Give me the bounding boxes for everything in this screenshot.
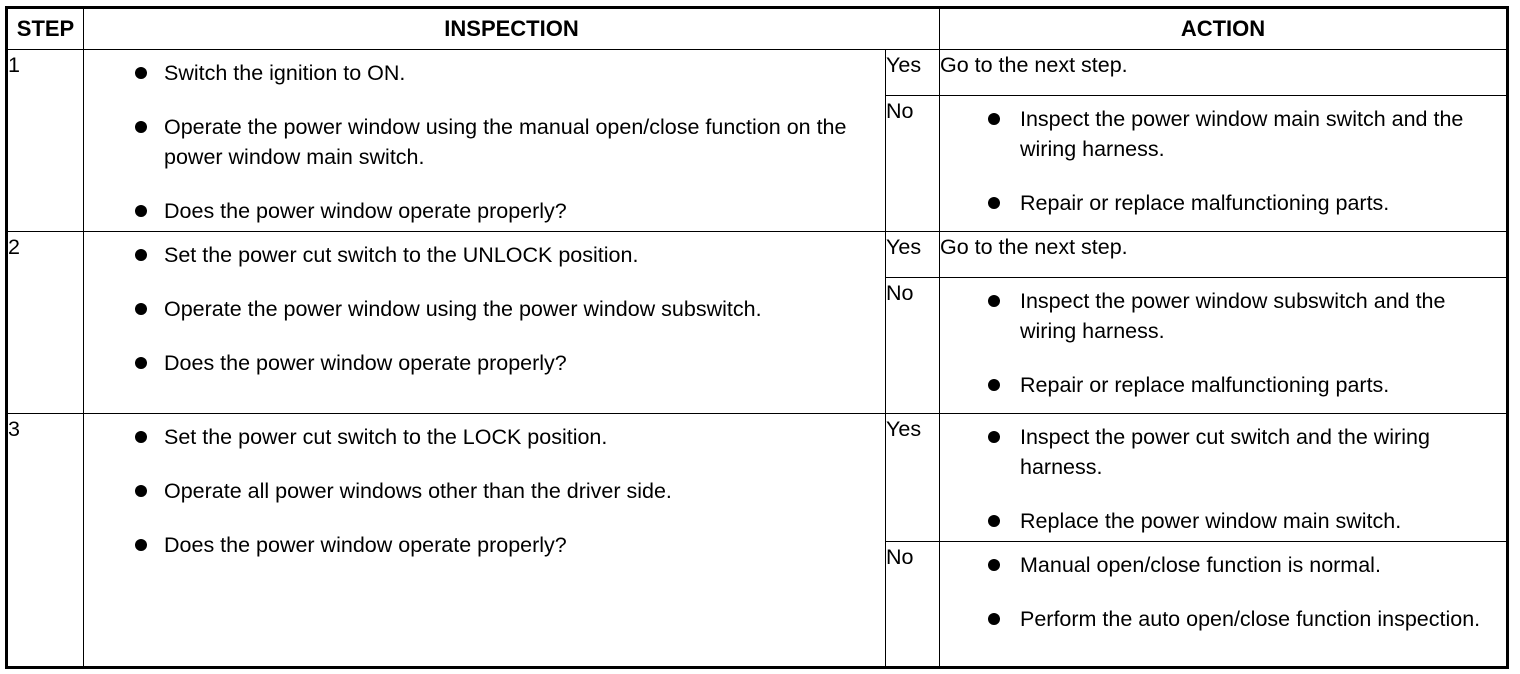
yes-label: Yes bbox=[886, 414, 940, 542]
action-text: Inspect the power window subswitch and the wiring harness. bbox=[1020, 289, 1446, 343]
inspection-text: Does the power window operate properly? bbox=[164, 533, 567, 557]
action-list bbox=[940, 96, 1506, 218]
action-list bbox=[940, 278, 1506, 400]
list-item bbox=[84, 112, 885, 172]
inspection-text: Operate the power window using the manual open/close function on the power window main switch. bbox=[164, 115, 847, 169]
header-step: STEP bbox=[7, 8, 84, 50]
diagnostic-procedure-sheet bbox=[5, 6, 1506, 667]
bullet-icon bbox=[988, 515, 1000, 527]
yes-label: Yes bbox=[886, 232, 940, 278]
action-text: Perform the auto open/close function inspection. bbox=[1020, 607, 1481, 631]
list-item bbox=[940, 550, 1506, 580]
bullet-icon bbox=[988, 295, 1000, 307]
bullet-icon bbox=[988, 113, 1000, 125]
action-list bbox=[940, 542, 1506, 634]
bullet-icon bbox=[135, 121, 147, 133]
bullet-icon bbox=[988, 559, 1000, 571]
bullet-icon bbox=[988, 613, 1000, 625]
inspection-list bbox=[84, 232, 885, 378]
list-item bbox=[84, 348, 885, 378]
bullet-icon bbox=[135, 67, 147, 79]
no-label: No bbox=[886, 278, 940, 414]
action-text: Replace the power window main switch. bbox=[1020, 509, 1402, 533]
inspection-cell bbox=[84, 232, 886, 414]
action-text: Inspect the power window main switch and the wiring harness. bbox=[1020, 107, 1464, 161]
action-text: Inspect the power cut switch and the wiring harness. bbox=[1020, 425, 1430, 479]
inspection-text: Set the power cut switch to the UNLOCK position. bbox=[164, 243, 639, 267]
table-row bbox=[7, 50, 1508, 96]
list-item bbox=[84, 476, 885, 506]
inspection-text: Switch the ignition to ON. bbox=[164, 61, 406, 85]
inspection-text: Set the power cut switch to the LOCK position. bbox=[164, 425, 608, 449]
bullet-icon bbox=[135, 205, 147, 217]
yes-action: Go to the next step. bbox=[940, 232, 1508, 278]
bullet-icon bbox=[135, 357, 147, 369]
no-action-cell bbox=[940, 542, 1508, 668]
list-item bbox=[940, 604, 1506, 634]
step-number: 1 bbox=[7, 50, 84, 232]
step-number: 3 bbox=[7, 414, 84, 668]
no-action-cell bbox=[940, 96, 1508, 232]
action-text: Repair or replace malfunctioning parts. bbox=[1020, 191, 1390, 215]
step-number: 2 bbox=[7, 232, 84, 414]
bullet-icon bbox=[135, 249, 147, 261]
inspection-text: Operate the power window using the power window subswitch. bbox=[164, 297, 762, 321]
no-label: No bbox=[886, 96, 940, 232]
inspection-list bbox=[84, 50, 885, 226]
bullet-icon bbox=[135, 485, 147, 497]
inspection-cell bbox=[84, 414, 886, 668]
yes-action-cell bbox=[940, 414, 1508, 542]
list-item bbox=[940, 370, 1506, 400]
inspection-text: Operate all power windows other than the driver side. bbox=[164, 479, 672, 503]
list-item bbox=[84, 294, 885, 324]
bullet-icon bbox=[135, 539, 147, 551]
list-item bbox=[84, 58, 885, 88]
action-text: Repair or replace malfunctioning parts. bbox=[1020, 373, 1390, 397]
yes-action: Go to the next step. bbox=[940, 50, 1508, 96]
list-item bbox=[940, 506, 1506, 536]
list-item bbox=[84, 240, 885, 270]
yes-label: Yes bbox=[886, 50, 940, 96]
bullet-icon bbox=[988, 379, 1000, 391]
bullet-icon bbox=[988, 431, 1000, 443]
list-item bbox=[940, 104, 1506, 164]
inspection-text: Does the power window operate properly? bbox=[164, 199, 567, 223]
list-item bbox=[940, 286, 1506, 346]
inspection-text: Does the power window operate properly? bbox=[164, 351, 567, 375]
list-item bbox=[84, 422, 885, 452]
list-item bbox=[84, 530, 885, 560]
inspection-list bbox=[84, 414, 885, 560]
list-item bbox=[84, 196, 885, 226]
inspection-cell bbox=[84, 50, 886, 232]
table-row bbox=[7, 232, 1508, 278]
bullet-icon bbox=[135, 431, 147, 443]
header-inspection: INSPECTION bbox=[84, 8, 940, 50]
header-row bbox=[7, 8, 1508, 50]
no-action-cell bbox=[940, 278, 1508, 414]
action-text: Manual open/close function is normal. bbox=[1020, 553, 1381, 577]
diagnostic-table bbox=[5, 6, 1509, 669]
list-item bbox=[940, 188, 1506, 218]
no-label: No bbox=[886, 542, 940, 668]
bullet-icon bbox=[135, 303, 147, 315]
action-list bbox=[940, 414, 1506, 536]
header-action: ACTION bbox=[940, 8, 1508, 50]
table-row bbox=[7, 414, 1508, 542]
list-item bbox=[940, 422, 1506, 482]
bullet-icon bbox=[988, 197, 1000, 209]
